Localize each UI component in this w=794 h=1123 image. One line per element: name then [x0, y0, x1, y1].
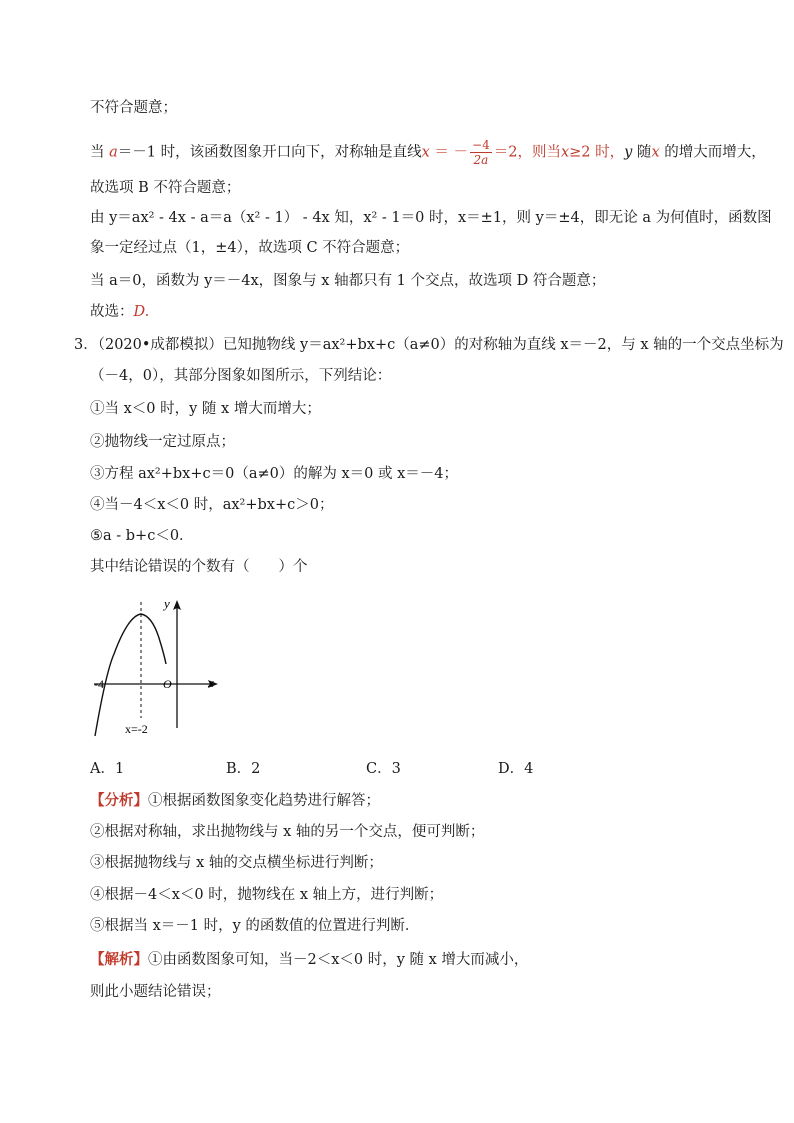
- conclusion-item: [90, 464, 458, 484]
- solution-tag: 【解析】: [90, 951, 148, 968]
- option-d[interactable]: [498, 759, 533, 779]
- math-var: x: [560, 144, 570, 161]
- text-span: 其中结论错误的个数有（ ）个: [90, 559, 308, 575]
- parabola-curve: [95, 614, 166, 736]
- text-span: D．4: [498, 761, 534, 777]
- math-var: y: [624, 144, 633, 161]
- text-span: 则此小题结论错误；: [90, 984, 221, 1000]
- text-span: ⑤根据当 x＝－1 时，y 的函数值的位置进行判断．: [90, 918, 420, 934]
- text-line: [90, 98, 177, 118]
- question-stem: [90, 366, 391, 386]
- text-span: B．2: [226, 761, 261, 777]
- text-span: ＝2，则当: [493, 144, 561, 161]
- text-line: [90, 178, 240, 198]
- text-line: [90, 208, 772, 228]
- solution-line: [90, 950, 528, 970]
- text-span: ①由函数图象可知，当－2＜x＜0 时，y 随 x 增大而减小，: [148, 952, 529, 968]
- solution-line: [90, 982, 221, 1002]
- conclusion-item: [90, 399, 321, 419]
- option-b[interactable]: [226, 759, 260, 779]
- conclusion-item: [90, 495, 333, 515]
- text-line: [90, 302, 149, 322]
- origin-label: O: [163, 677, 172, 691]
- root-label: -4: [94, 677, 104, 691]
- text-span: A．1: [90, 761, 125, 777]
- text-span: ②根据对称轴，求出抛物线与 x 轴的另一个交点，便可判断；: [90, 824, 485, 840]
- text-span: C．3: [366, 761, 401, 777]
- analysis-line: [90, 853, 383, 873]
- text-span: 当 a＝0，函数为 y＝－4x，图象与 x 轴都只有 1 个交点，故选项 D 符合题意；: [90, 273, 606, 289]
- text-span: （－4，0），其部分图象如图所示，下列结论：: [90, 368, 392, 384]
- x-axis-label: x: [208, 675, 214, 690]
- text-span: ⑤a - b+c＜0．: [90, 528, 194, 544]
- text-span: ①根据函数图象变化趋势进行解答；: [148, 793, 380, 809]
- text-span: ≥2 时，: [569, 144, 625, 161]
- text-span: ③根据抛物线与 x 轴的交点横坐标进行判断；: [90, 855, 383, 871]
- text-span: 由 y＝ax² - 4x - a＝a（x² - 1） - 4x 知，x² - 1＝0 时，x＝±1，则 y＝±4，即无论 a 为何值时，函数图: [90, 210, 772, 226]
- text-line-with-fraction: [90, 138, 766, 167]
- symmetry-axis-label: x=-2: [125, 722, 148, 736]
- text-span: 故选项 B 不符合题意；: [90, 180, 241, 196]
- text-span: ①当 x＜0 时，y 随 x 增大而增大；: [90, 401, 321, 417]
- text-span: ④当－4＜x＜0 时，ax²+bx+c＞0；: [90, 497, 334, 513]
- math-var: a: [109, 144, 118, 161]
- text-span: 随: [632, 144, 652, 161]
- text-span: ②抛物线一定过原点；: [90, 434, 235, 450]
- analysis-tag: 【分析】: [90, 792, 148, 809]
- text-line: [90, 238, 409, 258]
- y-axis-label: y: [164, 596, 170, 611]
- math-var: x: [421, 144, 430, 161]
- conclusion-item: [90, 526, 194, 546]
- text-line: [90, 271, 605, 291]
- text-span: ＝－1 时，该函数图象开口向下，对称轴是直线: [117, 144, 422, 161]
- math-var: x: [651, 144, 660, 161]
- text-span: 故选：: [90, 304, 134, 320]
- analysis-line: [90, 791, 380, 811]
- analysis-line: [90, 916, 419, 936]
- text-span: 当: [90, 144, 110, 161]
- analysis-line: [90, 885, 443, 905]
- question-stem: [74, 335, 784, 355]
- option-c[interactable]: [366, 759, 401, 779]
- fraction-numerator: −4: [472, 138, 490, 152]
- conclusion-item: [90, 432, 235, 452]
- text-span: 象一定经过点（1，±4），故选项 C 不符合题意；: [90, 240, 410, 256]
- analysis-line: [90, 822, 484, 842]
- text-span: 的增大而增大，: [659, 144, 766, 161]
- question-ask: [90, 557, 308, 577]
- parabola-graph: [88, 590, 228, 740]
- text-span: ④根据－4＜x＜0 时，抛物线在 x 轴上方，进行判断；: [90, 887, 444, 903]
- text-span: 不符合题意；: [90, 100, 177, 116]
- fraction: [470, 138, 492, 167]
- answer-letter: D.: [133, 304, 150, 320]
- text-span: 3．（2020•成都模拟）已知抛物线 y＝ax²+bx+c（a≠0）的对称轴为直线 x＝－2，与 x 轴的一个交点坐标为: [74, 337, 784, 353]
- text-span: ＝ －: [429, 144, 469, 161]
- text-span: ③方程 ax²+bx+c＝0（a≠0）的解为 x＝0 或 x＝－4；: [90, 466, 458, 482]
- option-a[interactable]: [90, 759, 124, 779]
- fraction-denominator: 2a: [473, 153, 489, 167]
